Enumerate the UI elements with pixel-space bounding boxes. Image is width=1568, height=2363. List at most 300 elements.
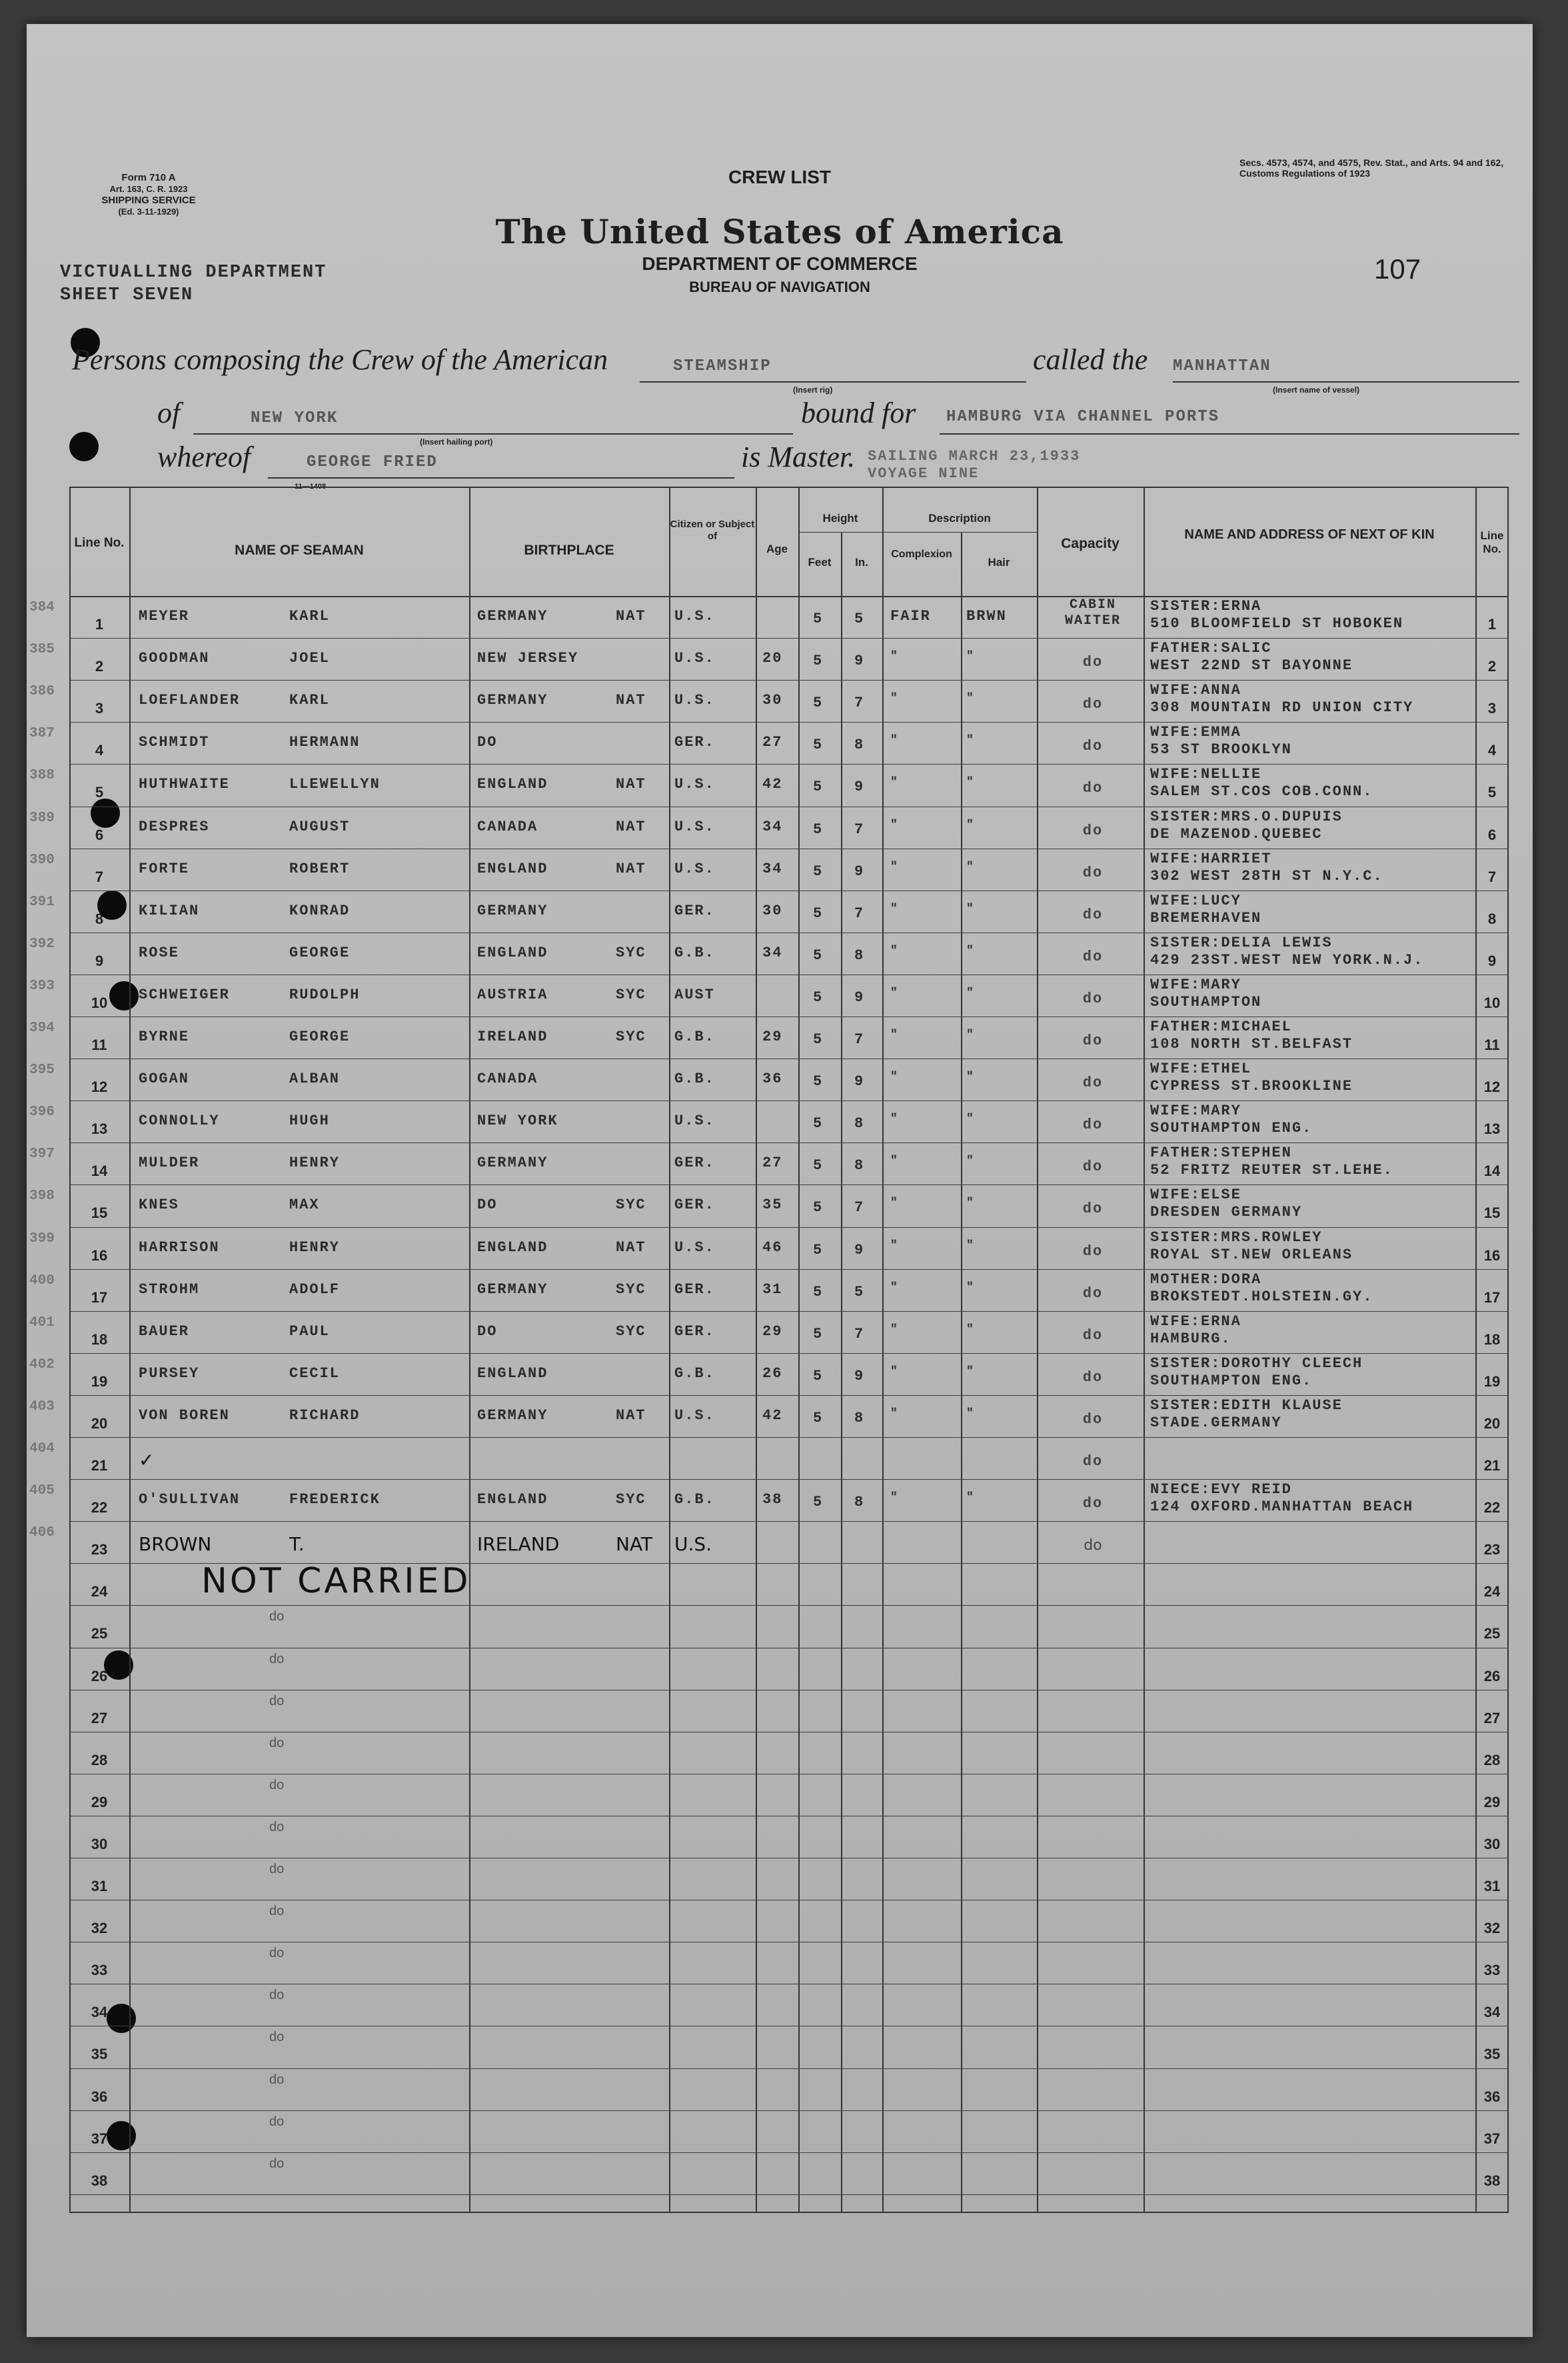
kin-address: BROKSTEDT.HOLSTEIN.GY. <box>1150 1288 1373 1305</box>
row-stamp: 399 <box>29 1230 55 1246</box>
form-edition: (Ed. 3-11-1929) <box>118 207 179 217</box>
capacity: do <box>1084 1537 1102 1554</box>
complexion: " <box>890 1196 899 1210</box>
kin-relation: SISTER:DELIA LEWIS <box>1150 935 1333 951</box>
height-feet: 5 <box>813 1157 824 1175</box>
citizenship: U.S. <box>674 1533 712 1556</box>
line-number-right: 32 <box>1483 1920 1501 1937</box>
seaman-surname: CONNOLLY <box>139 1113 220 1130</box>
bound-label: bound for <box>801 397 916 429</box>
kin-relation: WIFE:ELSE <box>1150 1187 1241 1204</box>
row-line <box>69 722 1509 723</box>
kin-relation: SISTER:EDITH KLAUSE <box>1150 1397 1343 1414</box>
citizenship: G.B. <box>674 1364 715 1382</box>
seaman-surname: FORTE <box>139 860 190 877</box>
kin-address: BREMERHAVEN <box>1150 910 1262 927</box>
form-number: Form 710 A <box>121 172 176 183</box>
victualling-department <box>60 261 327 307</box>
citizenship: U.S. <box>674 1406 715 1424</box>
citizenship: G.B. <box>674 1491 715 1508</box>
kin-relation: WIFE:EMMA <box>1150 725 1241 741</box>
height-inches: 9 <box>854 989 865 1006</box>
height-feet: 5 <box>813 1031 824 1048</box>
seaman-given-name: HENRY <box>289 1155 341 1172</box>
complexion: " <box>890 986 899 1000</box>
seaman-surname: DESPRES <box>139 818 210 835</box>
line-number-right: 8 <box>1487 910 1497 927</box>
complexion: " <box>890 860 899 874</box>
age: 27 <box>762 1155 783 1172</box>
naturalization-status: SYC <box>616 1029 646 1045</box>
destination: HAMBURG VIA CHANNEL PORTS <box>946 408 1220 426</box>
birthplace: ENGLAND <box>477 1238 548 1256</box>
sailing-info <box>868 448 1080 483</box>
seaman-surname: BROWN <box>139 1533 212 1556</box>
kin-relation: WIFE:ETHEL <box>1150 1061 1252 1078</box>
capacity: do <box>1082 1033 1104 1049</box>
seaman-given-name: PAUL <box>289 1322 330 1340</box>
row-line <box>69 2068 1509 2069</box>
punch-hole <box>69 432 99 461</box>
age: 31 <box>762 1280 783 1298</box>
seaman-given-name: AUGUST <box>289 818 351 835</box>
seaman-given-name: KONRAD <box>289 902 351 919</box>
height-inches: 7 <box>854 695 865 712</box>
height-inches: 8 <box>854 1409 865 1426</box>
height-feet: 5 <box>813 1409 824 1426</box>
col-divider <box>756 487 757 2213</box>
seaman-given-name: ADOLF <box>289 1280 341 1298</box>
row-stamp: 396 <box>29 1105 55 1121</box>
row-stamp: 406 <box>29 1525 55 1541</box>
line-number-right: 18 <box>1483 1330 1501 1348</box>
line-number-right: 2 <box>1487 658 1497 675</box>
hair: " <box>966 1029 975 1042</box>
kin-relation: NIECE:EVY REID <box>1150 1482 1292 1498</box>
naturalization-status: SYC <box>616 986 646 1003</box>
naturalization-status: SYC <box>616 1322 646 1340</box>
line-number: 17 <box>91 1288 108 1306</box>
col-inches: In. <box>855 556 868 569</box>
age: 34 <box>762 944 783 961</box>
birthplace: ENGLAND <box>477 944 548 961</box>
whereof-label: whereof <box>157 441 251 473</box>
height-feet: 5 <box>813 737 824 754</box>
hair: " <box>966 776 975 790</box>
line-number-right: 34 <box>1483 2004 1501 2021</box>
citizenship: GER. <box>674 734 715 751</box>
height-inches: 7 <box>854 1199 865 1216</box>
complexion: " <box>890 1322 899 1336</box>
age: 34 <box>762 860 783 877</box>
age: 30 <box>762 692 783 709</box>
master-underline <box>268 477 734 479</box>
naturalization-status: SYC <box>616 1491 646 1508</box>
col-divider <box>798 487 800 2213</box>
kin-relation: MOTHER:DORA <box>1150 1271 1262 1288</box>
complexion: " <box>890 776 899 790</box>
hair: " <box>966 692 975 706</box>
col-divider <box>882 487 884 2213</box>
ditto-mark: do <box>269 1862 285 1876</box>
kin-address: 53 ST BROOKLYN <box>1150 742 1292 759</box>
line-number: 25 <box>91 1625 108 1642</box>
complexion: " <box>890 902 899 916</box>
col-divider <box>129 487 131 2213</box>
line-number-right: 31 <box>1483 1878 1501 1894</box>
of-label: of <box>157 397 181 429</box>
row-stamp: 397 <box>29 1147 55 1163</box>
kin-address: CYPRESS ST.BROOKLINE <box>1150 1079 1353 1095</box>
citizenship: GER. <box>674 1280 715 1298</box>
birthplace: CANADA <box>477 818 538 835</box>
line-number: 29 <box>91 1793 108 1810</box>
row-line <box>69 596 1509 597</box>
birthplace: DO <box>477 1322 498 1340</box>
height-feet: 5 <box>813 653 824 670</box>
ditto-mark: do <box>269 2030 285 2045</box>
row-line <box>69 1227 1509 1228</box>
capacity: do <box>1082 1326 1104 1344</box>
birthplace: GERMANY <box>477 1155 548 1172</box>
seaman-surname: O'SULLIVAN <box>139 1491 241 1508</box>
hair: " <box>966 860 975 874</box>
row-stamp: 387 <box>29 726 55 742</box>
capacity: CABIN WAITER <box>1064 597 1121 629</box>
height-feet: 5 <box>813 779 824 796</box>
age: 35 <box>762 1196 783 1214</box>
persons-label: Persons composing the Crew of the American <box>72 343 608 376</box>
kin-address: 429 23ST.WEST NEW YORK.N.J. <box>1150 952 1424 969</box>
line-number: 33 <box>91 1962 108 1979</box>
row-line <box>69 2152 1509 2153</box>
complexion: " <box>890 1364 899 1378</box>
birthplace: ENGLAND <box>477 1491 548 1508</box>
kin-relation: SISTER:ERNA <box>1150 599 1262 615</box>
birthplace: ENGLAND <box>477 1364 548 1382</box>
line-number: 18 <box>91 1330 108 1348</box>
age: 29 <box>762 1029 783 1045</box>
row-stamp: 402 <box>29 1356 55 1372</box>
vessel-name: MANHATTAN <box>1173 357 1271 375</box>
birthplace: ENGLAND <box>477 860 548 877</box>
birthplace: AUSTRIA <box>477 986 548 1003</box>
seaman-surname: KNES <box>139 1196 179 1214</box>
row-stamp: 389 <box>29 810 55 826</box>
ditto-mark: do <box>269 1735 285 1750</box>
birthplace: GERMANY <box>477 1280 548 1298</box>
age: 36 <box>762 1071 783 1088</box>
capacity: do <box>1082 1368 1104 1386</box>
capacity: do <box>1082 1159 1104 1176</box>
hair: " <box>966 1196 975 1210</box>
seaman-surname: SCHWEIGER <box>139 986 230 1003</box>
line-number: 23 <box>91 1541 108 1558</box>
kin-address: WEST 22ND ST BAYONNE <box>1150 658 1353 675</box>
citizenship: U.S. <box>674 1113 715 1130</box>
hair: " <box>966 1238 975 1252</box>
complexion: " <box>890 1280 899 1294</box>
line-number-right: 33 <box>1483 1962 1501 1979</box>
crew-table <box>29 487 1509 2213</box>
birthplace: GERMANY <box>477 608 548 625</box>
birthplace: GERMANY <box>477 1406 548 1424</box>
form-article: Art. 163, C. R. 1923 <box>109 184 188 194</box>
row-line <box>69 638 1509 639</box>
form-service: SHIPPING SERVICE <box>101 195 196 206</box>
line-number-right: 38 <box>1483 2172 1501 2189</box>
row-line <box>69 1605 1509 1606</box>
seaman-given-name: HENRY <box>289 1238 341 1256</box>
seaman-surname: SCHMIDT <box>139 734 210 751</box>
kin-relation: FATHER:SALIC <box>1150 641 1272 657</box>
seaman-given-name: HERMANN <box>289 734 361 751</box>
line-number: 15 <box>91 1204 108 1222</box>
ditto-mark: do <box>269 1988 285 2003</box>
kin-address: SOUTHAMPTON ENG. <box>1150 1121 1313 1137</box>
capacity: do <box>1082 1410 1104 1428</box>
kin-address: 108 NORTH ST.BELFAST <box>1150 1037 1353 1053</box>
seaman-given-name: T. <box>289 1533 305 1556</box>
naturalization-status: NAT <box>616 776 646 793</box>
hair: " <box>966 986 975 1000</box>
seaman-surname: ROSE <box>139 944 179 961</box>
line-number-right: 4 <box>1487 742 1497 759</box>
height-feet: 5 <box>813 1325 824 1342</box>
ditto-mark: do <box>269 1819 285 1834</box>
line-number: 19 <box>91 1372 108 1390</box>
hair: " <box>966 1280 975 1294</box>
line-number-right: 21 <box>1483 1457 1501 1474</box>
capacity: do <box>1082 738 1104 755</box>
line-number: 14 <box>91 1163 108 1180</box>
line-number: 36 <box>91 2088 108 2105</box>
naturalization-status: SYC <box>616 1280 646 1298</box>
complexion: " <box>890 1113 899 1127</box>
row-stamp: 401 <box>29 1314 55 1330</box>
seaman-surname: PURSEY <box>139 1364 200 1382</box>
hailing-port: NEW YORK <box>251 409 339 427</box>
seaman-given-name: KARL <box>289 692 330 709</box>
ditto-mark: do <box>269 1693 285 1708</box>
citizenship: U.S. <box>674 1238 715 1256</box>
hair: " <box>966 734 975 748</box>
line-number: 1 <box>95 616 104 633</box>
kin-address: SOUTHAMPTON <box>1150 994 1262 1011</box>
line-number: 12 <box>91 1079 108 1096</box>
line-number: 22 <box>91 1499 108 1516</box>
naturalization-status: NAT <box>616 818 646 835</box>
col-line-no-right: Line No. <box>1480 529 1504 555</box>
line-number: 38 <box>91 2172 108 2189</box>
naturalization-status: NAT <box>616 692 646 709</box>
capacity: do <box>1082 654 1104 671</box>
row-stamp: 395 <box>29 1063 55 1079</box>
line-number: 6 <box>95 826 104 843</box>
hair: " <box>966 1155 975 1169</box>
col-feet: Feet <box>808 556 832 569</box>
line-number: 26 <box>91 1667 108 1684</box>
port-caption: (Insert hailing port) <box>420 437 493 447</box>
capacity: do <box>1082 1200 1104 1218</box>
complexion: " <box>890 818 899 832</box>
row-line <box>69 1269 1509 1270</box>
seaman-given-name: JOEL <box>289 650 330 667</box>
line-number-right: 26 <box>1483 1667 1501 1684</box>
line-number: 10 <box>91 994 108 1011</box>
row-stamp: 393 <box>29 978 55 994</box>
naturalization-status: NAT <box>616 860 646 877</box>
ditto-mark: do <box>269 2114 285 2129</box>
kin-address: 308 MOUNTAIN RD UNION CITY <box>1150 700 1414 717</box>
line-number-right: 15 <box>1483 1204 1501 1222</box>
crew-list-sheet <box>27 24 1533 2337</box>
seaman-given-name: ALBAN <box>289 1071 341 1088</box>
row-line <box>69 1521 1509 1522</box>
naturalization-status: NAT <box>616 1406 646 1424</box>
crew-list-title: CREW LIST <box>728 167 831 187</box>
naturalization-status: NAT <box>616 1533 653 1556</box>
citizenship: U.S. <box>674 818 715 835</box>
height-feet: 5 <box>813 989 824 1006</box>
line-number: 30 <box>91 1835 108 1852</box>
line-number-right: 17 <box>1483 1288 1501 1306</box>
vessel-caption: (Insert name of vessel) <box>1273 385 1360 395</box>
citizenship: U.S. <box>674 650 715 667</box>
line-number: 34 <box>91 2004 108 2021</box>
height-inches: 9 <box>854 1073 865 1091</box>
col-birthplace: BIRTHPLACE <box>524 543 614 558</box>
col-divider <box>841 532 842 2213</box>
col-age: Age <box>766 543 788 555</box>
height-inches: 9 <box>854 1367 865 1384</box>
rig-caption: (Insert rig) <box>793 385 833 395</box>
kin-relation: FATHER:MICHAEL <box>1150 1019 1292 1035</box>
row-line <box>69 1479 1509 1480</box>
col-name: NAME OF SEAMAN <box>235 543 364 558</box>
col-next-of-kin: NAME AND ADDRESS OF NEXT OF KIN <box>1184 527 1435 542</box>
height-feet: 5 <box>813 695 824 712</box>
birthplace: CANADA <box>477 1071 538 1088</box>
kin-address: 124 OXFORD.MANHATTAN BEACH <box>1150 1499 1414 1516</box>
hair: " <box>966 1364 975 1378</box>
hair: " <box>966 1406 975 1420</box>
col-height: Height <box>822 512 858 525</box>
complexion: " <box>890 692 899 706</box>
col-line-no: Line No. <box>74 536 125 550</box>
line-number-right: 5 <box>1487 784 1497 801</box>
line-number: 24 <box>91 1583 108 1600</box>
line-number: 3 <box>95 700 104 717</box>
line-number: 5 <box>95 784 104 801</box>
capacity: do <box>1082 864 1104 881</box>
height-inches: 8 <box>854 947 865 964</box>
col-divider <box>961 532 962 2213</box>
kin-address: HAMBURG. <box>1150 1330 1231 1347</box>
complexion: " <box>890 1029 899 1042</box>
capacity: do <box>1082 780 1104 797</box>
citizenship: G.B. <box>674 944 715 961</box>
height-feet: 5 <box>813 1073 824 1091</box>
height-feet: 5 <box>813 1199 824 1216</box>
row-stamp: 405 <box>29 1483 55 1499</box>
height-inches: 8 <box>854 1115 865 1133</box>
line-number: 7 <box>95 868 104 885</box>
rig-underline <box>640 381 1026 383</box>
height-inches: 9 <box>854 779 865 796</box>
row-line <box>69 1353 1509 1354</box>
age: 46 <box>762 1238 783 1256</box>
kin-relation: FATHER:STEPHEN <box>1150 1145 1292 1162</box>
ditto-mark: do <box>269 1904 285 1919</box>
col-capacity: Capacity <box>1061 536 1120 551</box>
row-stamp: 404 <box>29 1441 55 1456</box>
line-number: 4 <box>95 742 104 759</box>
naturalization-status: SYC <box>616 944 646 961</box>
kin-address: STADE.GERMANY <box>1150 1414 1282 1431</box>
citizenship: U.S. <box>674 776 715 793</box>
line-number: 13 <box>91 1121 108 1138</box>
age: 38 <box>762 1491 783 1508</box>
kin-address: 302 WEST 28TH ST N.Y.C. <box>1150 868 1383 885</box>
line-number-right: 24 <box>1483 1583 1501 1600</box>
height-inches: 9 <box>854 1241 865 1258</box>
col-complexion: Complexion <box>891 549 952 560</box>
kin-address: SOUTHAMPTON ENG. <box>1150 1372 1313 1389</box>
seaman-given-name: ROBERT <box>289 860 351 877</box>
line-number: 27 <box>91 1709 108 1726</box>
line-number: 16 <box>91 1246 108 1264</box>
capacity: do <box>1082 1495 1104 1512</box>
height-inches: 7 <box>854 1031 865 1048</box>
seaman-surname: GOGAN <box>139 1071 190 1088</box>
complexion: " <box>890 650 899 664</box>
ditto-mark: do <box>269 1777 285 1792</box>
height-inches: 5 <box>854 1283 865 1300</box>
seaman-surname: LOEFLANDER <box>139 692 241 709</box>
voyage-number: VOYAGE NINE <box>868 465 980 482</box>
capacity: do <box>1082 1453 1104 1470</box>
seaman-surname: KILIAN <box>139 902 200 919</box>
seaman-surname: MULDER <box>139 1155 200 1172</box>
row-stamp: 398 <box>29 1188 55 1204</box>
height-inches: 9 <box>854 653 865 670</box>
kin-relation: WIFE:NELLIE <box>1150 767 1262 783</box>
hair: BRWN <box>966 608 1007 625</box>
capacity: do <box>1082 822 1104 839</box>
line-number-right: 27 <box>1483 1709 1501 1726</box>
height-inches: 7 <box>854 905 865 922</box>
line-number-right: 29 <box>1483 1793 1501 1810</box>
row-line <box>69 680 1509 681</box>
age: 27 <box>762 734 783 751</box>
col-hair: Hair <box>988 556 1010 569</box>
kin-address: DRESDEN GERMANY <box>1150 1204 1303 1221</box>
naturalization-status: SYC <box>616 1196 646 1214</box>
kin-relation: SISTER:MRS.ROWLEY <box>1150 1229 1323 1246</box>
height-inches: 8 <box>854 1157 865 1175</box>
line-number: 32 <box>91 1920 108 1937</box>
line-number: 35 <box>91 2046 108 2063</box>
line-number: 37 <box>91 2130 108 2147</box>
complexion: " <box>890 1491 899 1505</box>
not-carried-note: NOT CARRIED <box>201 1561 471 1601</box>
height-feet: 5 <box>813 821 824 838</box>
complexion: " <box>890 944 899 958</box>
complexion: FAIR <box>890 608 931 625</box>
row-line <box>69 764 1509 765</box>
height-inches: 8 <box>854 1494 865 1511</box>
